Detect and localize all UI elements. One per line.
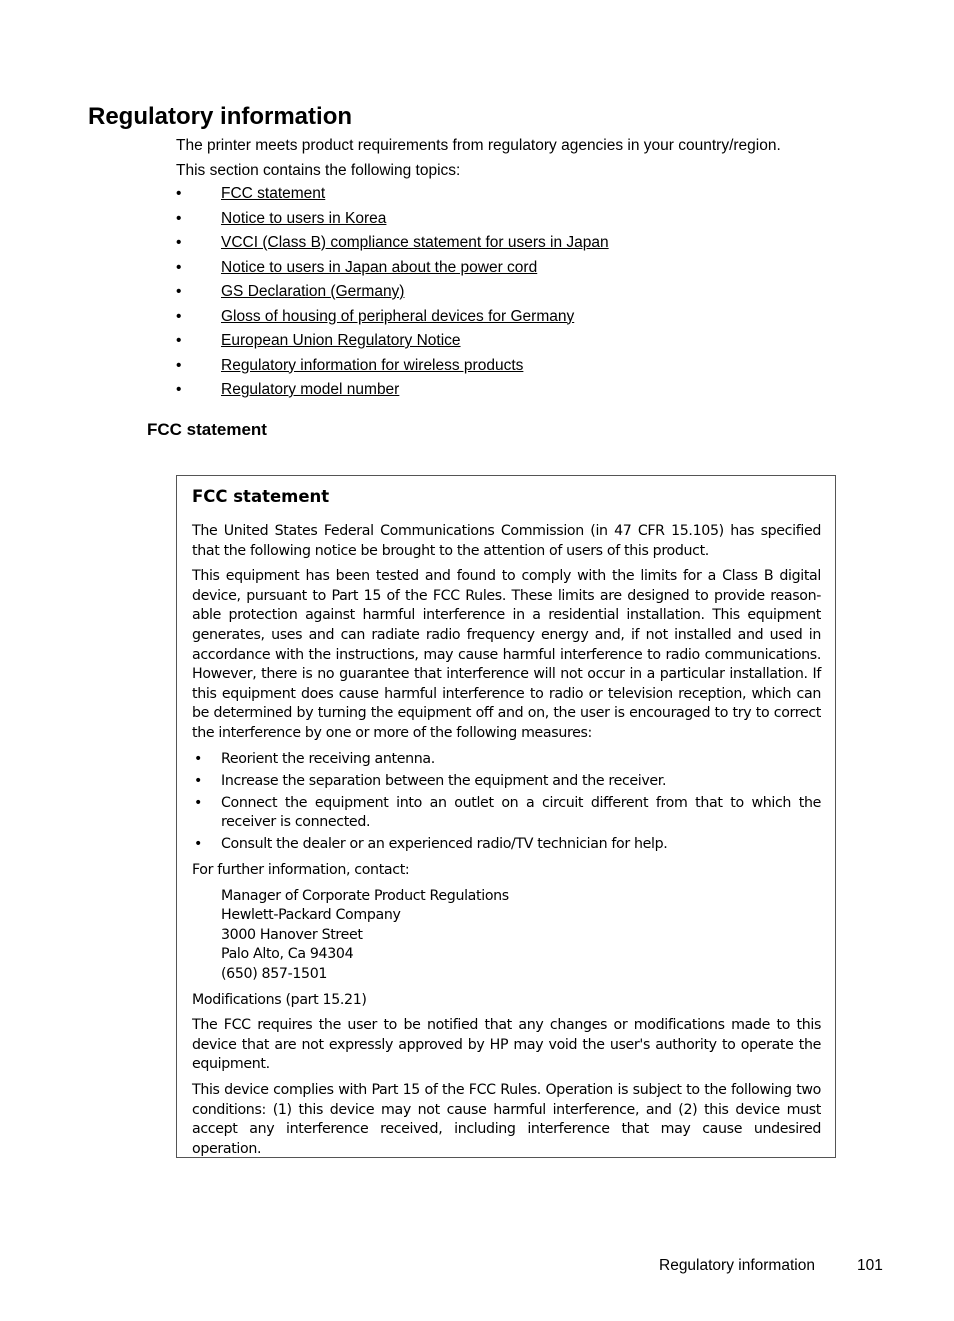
bullet: • (176, 209, 182, 227)
bullet: • (194, 794, 203, 811)
page-title: Regulatory information (88, 103, 353, 130)
bullet: • (194, 772, 203, 789)
measure-item (192, 750, 821, 770)
section-heading: FCC statement (147, 420, 267, 439)
bullet: • (176, 283, 182, 300)
topic-link-fcc-statement[interactable]: FCC statement (221, 185, 326, 202)
page-number: 101 (857, 1257, 883, 1274)
measure-text: Reorient the receiving antenna. (221, 750, 435, 767)
topic-link-model-number[interactable]: Regulatory model number (221, 381, 400, 398)
measure-item (192, 772, 821, 792)
address-line: Manager of Corporate Product Regulations (221, 887, 509, 904)
contact-intro: For further information, contact: (192, 862, 410, 878)
bullet: • (176, 258, 182, 276)
fcc-paragraph-1: The United States Federal Communications Commission (in 47 CFR 15.105) has specified that the following notice be brought to the attention of users of this product. (192, 523, 821, 559)
topic-link-vcci[interactable]: VCCI (Class B) compliance statement for users in Japan (221, 234, 609, 251)
measure-text: Consult the dealer or an experienced radio/TV technician for help. (221, 836, 668, 853)
bullet: • (176, 332, 182, 349)
bullet: • (176, 356, 182, 374)
footer-section-label: Regulatory information (659, 1257, 815, 1274)
bullet: • (194, 836, 203, 853)
fcc-statement-box (176, 475, 836, 1158)
address-line: Hewlett-Packard Company (221, 907, 401, 924)
measures-list (192, 750, 821, 855)
fcc-paragraph-2: This equipment has been tested and found to comply with the limits for a Class B digital device, pursuant to Part 15 of the FCC Rules. These limits are designed to provide reason-able protection against harmful interference in a residential installation. This equipment generates, uses and can radiate radio frequency energy and, if not installed and used in accordance with the instructions, may cause harmful interference to radio communications. However, there is no guarantee that interference will not occur in a particular installation. If this equipment does cause harmful interference to radio or television reception, which can be determined by turning the equipment off and on, the user is encouraged to try to correct the interference by one or more of the following measures: (192, 568, 821, 741)
bullet: • (194, 750, 203, 767)
bullet: • (176, 381, 182, 398)
measure-item (192, 794, 821, 833)
measure-item (192, 835, 821, 855)
bullet: • (176, 307, 182, 325)
topic-link-gs-declaration[interactable]: GS Declaration (Germany) (221, 283, 405, 300)
contact-address (221, 887, 821, 985)
measure-text: Increase the separation between the equipment and the receiver. (221, 772, 667, 789)
topics-intro: This section contains the following topics: (176, 162, 461, 179)
topic-link-korea[interactable]: Notice to users in Korea (221, 209, 387, 227)
measure-text: Connect the equipment into an outlet on a circuit different from that to which the receiver is connected. (221, 794, 821, 831)
topic-link-wireless[interactable]: Regulatory information for wireless products (221, 356, 524, 374)
topic-link-japan-power-cord[interactable]: Notice to users in Japan about the power cord (221, 258, 538, 276)
fcc-box-heading: FCC statement (192, 487, 330, 506)
fcc-paragraph-4: This device complies with Part 15 of the FCC Rules. Operation is subject to the following two conditions: (1) this device may not cause harmful interference, and (2) this device must accept any interference received, including interference that may cause undesired operation. (192, 1081, 821, 1157)
topic-link-eu-notice[interactable]: European Union Regulatory Notice (221, 332, 461, 349)
address-line: Palo Alto, Ca 94304 (221, 946, 354, 963)
address-line: (650) 857-1501 (221, 965, 328, 982)
bullet: • (176, 234, 182, 251)
intro-text: The printer meets product requirements from regulatory agencies in your country/region. (176, 137, 781, 154)
modifications-heading: Modifications (part 15.21) (192, 991, 367, 1008)
fcc-paragraph-3: The FCC requires the user to be notified that any changes or modifications made to this device that are not expressly approved by HP may void the user's authority to operate the equipment. (192, 1017, 821, 1073)
address-line: 3000 Hanover Street (221, 926, 363, 943)
topic-link-gloss-housing[interactable]: Gloss of housing of peripheral devices for Germany (221, 307, 575, 325)
bullet: • (176, 185, 182, 202)
